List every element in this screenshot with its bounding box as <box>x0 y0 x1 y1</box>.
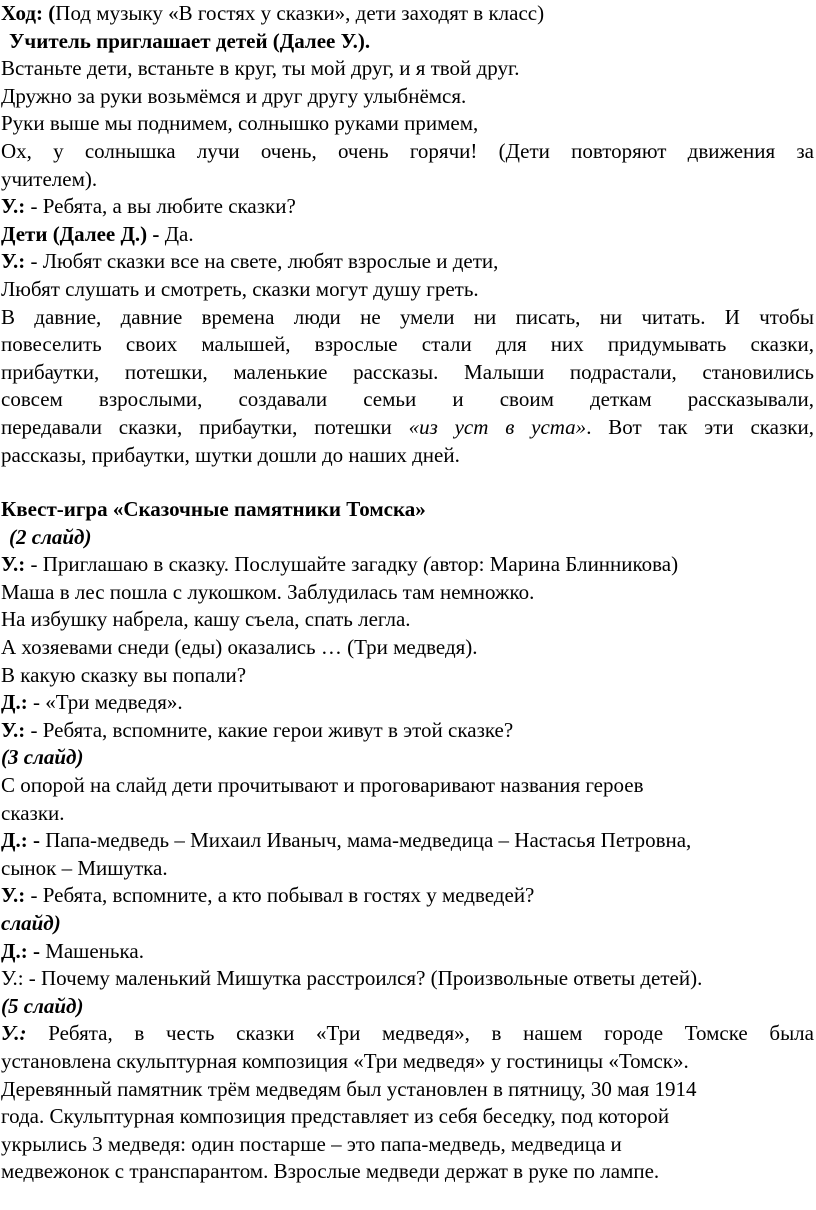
dialog-line: У.: - Ребята, вспомните, какие герои живут в этой сказке? <box>1 717 514 742</box>
speaker: У.: <box>1 194 26 219</box>
blank-line <box>1 469 814 496</box>
speaker: У.: <box>1 717 26 742</box>
teacher-invites: Учитель приглашает детей (Далее У.). <box>9 28 371 53</box>
riddle-line: Маша в лес пошла с лукошком. Заблудилась там немножко. <box>1 579 535 604</box>
dialog-line: Д.: - Машенька. <box>1 938 144 963</box>
slide-note: (3 слайд) <box>1 745 84 770</box>
slide-note: слайд) <box>1 911 61 935</box>
paragraph-line: Деревянный памятник трём медведям был установлен в пятницу, 30 мая 1914 <box>1 1076 697 1101</box>
text-line: С опорой на слайд дети прочитывают и проговаривают названия героев <box>1 773 644 798</box>
dialog-line: У.: - Ребята, вспомните, а кто побывал в гостях у медведей? <box>1 883 535 908</box>
speaker: Д.: - <box>1 828 40 853</box>
dialog-line: Дети (Далее Д.) - Да. <box>1 221 194 246</box>
poem-line: Дружно за руки возьмёмся и друг другу улыбнёмся. <box>1 83 467 108</box>
speaker: У.: <box>1 249 26 274</box>
idiom-text: «из уст в уста» <box>408 414 587 439</box>
riddle-line: А хозяевами снеди (еды) оказались … (Три медведя). <box>1 635 478 660</box>
slide-note: (2 слайд) <box>9 524 92 549</box>
speaker: У.: <box>1 883 26 908</box>
dialog-line: У.: - Любят сказки все на свете, любят взрослые и дети, <box>1 249 499 274</box>
text-line: сказки. <box>1 800 65 825</box>
poem-line: учителем). <box>1 166 98 191</box>
paragraph-line: совсем взрослыми, создавали семьи и своим деткам рассказывали, <box>1 387 814 412</box>
dialog-line: У.: - Почему маленький Мишутка расстроился? (Произвольные ответы детей). <box>1 966 703 991</box>
speaker: У.: <box>1 1021 27 1046</box>
dialog-line: У.: Ребята, в честь сказки «Три медведя», в нашем городе Томске была <box>1 1021 814 1046</box>
poem-line: Ох, у солнышка лучи очень, очень горячи! (Дети повторяют движения за <box>1 138 814 163</box>
label-hod: Ход: <box>1 1 44 25</box>
section-heading: Квест-игра «Сказочные памятники Томска» <box>1 497 426 522</box>
speaker: Д.: <box>1 690 28 715</box>
paragraph-line: В давние, давние времена люди не умели ни писать, ни читать. И чтобы <box>1 304 814 329</box>
paragraph-line: прибаутки, потешки, маленькие рассказы. Малыши подрастали, становились <box>1 359 814 384</box>
riddle-line: На избушку набрела, кашу съела, спать легла. <box>1 607 411 632</box>
paragraph-line: повеселить своих малышей, взрослые стали для них придумывать сказки, <box>1 332 814 357</box>
paragraph-line: рассказы, прибаутки, шутки дошли до наших дней. <box>1 442 460 467</box>
paragraph-line: передавали сказки, прибаутки, потешки «из уст в уста». Вот так эти сказки, <box>1 414 814 439</box>
text-line: Любят слушать и смотреть, сказки могут душу греть. <box>1 276 479 301</box>
text-line: сынок – Мишутка. <box>1 855 168 880</box>
dialog-line: Д.: - «Три медведя». <box>1 690 183 715</box>
speaker: Дети (Далее Д.) - <box>1 221 160 246</box>
poem-line: Руки выше мы поднимем, солнышко руками примем, <box>1 111 479 136</box>
dialog-line: У.: - Ребята, а вы любите сказки? <box>1 194 296 219</box>
paragraph-line: медвежонок с транспарантом. Взрослые медведи держат в руке по лампе. <box>1 1159 660 1184</box>
speaker: У.: <box>1 552 26 577</box>
paragraph-line: года. Скульптурная композиция представляет из себя беседку, под которой <box>1 1104 670 1129</box>
line-hod: Ход: (Под музыку «В гостях у сказки», дети заходят в класс) <box>1 1 545 25</box>
paragraph-line: установлена скульптурная композиция «Три медведя» у гостиницы «Томск». <box>1 1048 689 1073</box>
poem-line: Встаньте дети, встаньте в круг, ты мой друг, и я твой друг. <box>1 56 520 81</box>
dialog-line: Д.: - Папа-медведь – Михаил Иваныч, мама-медведица – Настасья Петровна, <box>1 828 692 853</box>
text-line: В какую сказку вы попали? <box>1 662 247 687</box>
paragraph-line: укрылись 3 медведя: один постарше – это папа-медведь, медведица и <box>1 1131 622 1156</box>
dialog-line: У.: - Приглашаю в сказку. Послушайте загадку (автор: Марина Блинникова) <box>1 552 679 577</box>
slide-note: (5 слайд) <box>1 993 84 1018</box>
speaker: Д.: - <box>1 938 40 963</box>
